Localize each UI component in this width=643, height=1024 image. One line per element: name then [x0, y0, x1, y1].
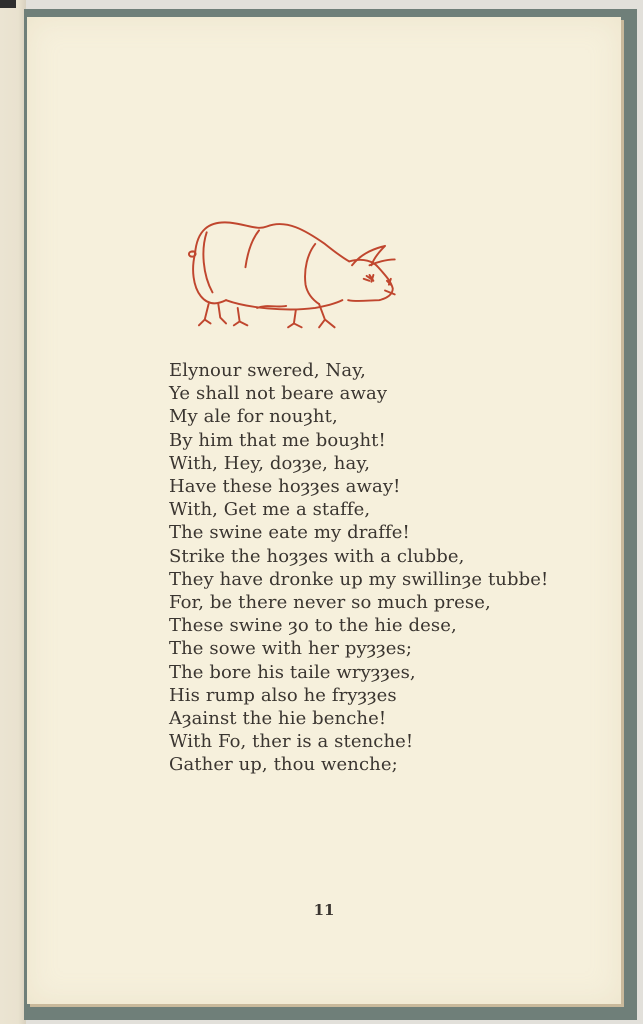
poem-line: The swine eate my draffe! — [169, 522, 410, 544]
poem-line: Ye shall not beare away — [169, 383, 388, 405]
poem-line: Aȝainst the hie benche! — [169, 708, 387, 730]
facing-page-edge — [0, 0, 26, 1024]
poem-line: The bore his taile wryȝȝes, — [169, 661, 416, 683]
poem-line: My ale for nouȝht, — [169, 406, 338, 428]
page-number: 11 — [313, 901, 335, 919]
poem-line: Gather up, thou wenche; — [169, 754, 398, 776]
poem-text — [169, 359, 548, 777]
poem-line: Strike the hoȝȝes with a clubbe, — [169, 545, 465, 567]
poem-line: With Fo, ther is a stenche! — [169, 731, 414, 753]
book-page — [27, 17, 621, 1004]
facing-page-corner — [0, 0, 16, 8]
poem-line: Elynour swered, Nay, — [169, 360, 366, 381]
poem-line: For, be there never so much prese, — [169, 592, 491, 614]
poem-line: Have these hoȝȝes away! — [169, 476, 401, 498]
poem-line: These swine ȝo to the hie dese, — [169, 615, 457, 637]
poem-line: With, Hey, doȝȝe, hay, — [169, 452, 371, 474]
pig-illustration-icon — [179, 211, 403, 337]
poem-line: By him that me bouȝht! — [169, 429, 386, 451]
poem-line: The sowe with her pyȝȝes; — [169, 638, 413, 660]
poem-line: With, Get me a staffe, — [169, 499, 371, 521]
poem-line: They have dronke up my swillinȝe tubbe! — [169, 568, 549, 590]
poem-line: His rump also he fryȝȝes — [169, 684, 397, 706]
